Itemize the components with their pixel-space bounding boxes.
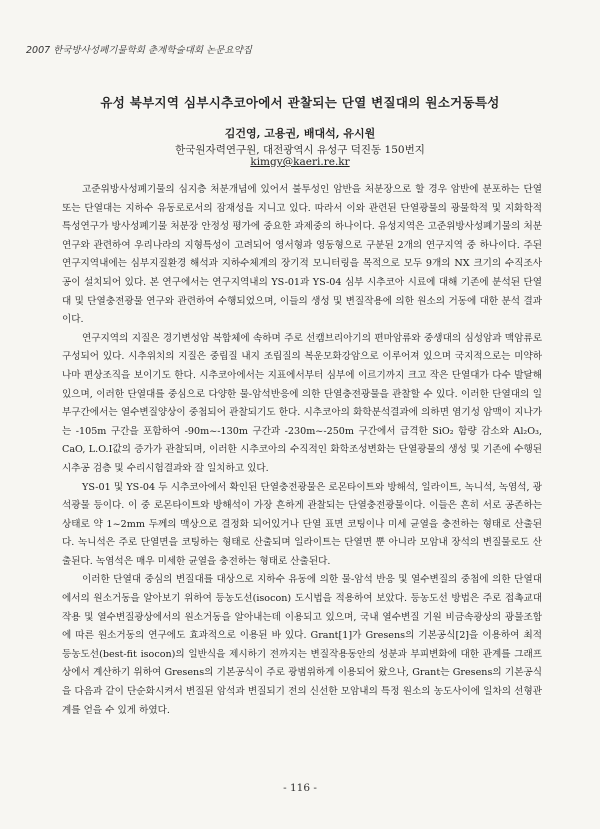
paper-title: 유성 북부지역 심부시추코아에서 관찰되는 단열 변질대의 원소거동특성: [100, 95, 500, 110]
paragraph-4: 이러한 단열대 중심의 변질대를 대상으로 지하수 유동에 의한 물-암석 반응 및 열수변질의 중첩에 의한 단열대에서의 원소거동을 알아보기 위하여 등농도선(isocon) 도시법을 적용하여 보았다. 등농도선 방법은 주로 접촉교대작용 및 열수변질광상에서의 원소거동을 알아내는데 이용되고 있으며, 국내 열수변질 기원 비금속광상의 광물조합에 따른 원소거동의 연구에도 효과적으로 이용된 바 있다. Grant[1]가 Gresens의 기본공식[2]을 이용하여 최적 등농도선(best-fit isocon)의 일반식을 제시하기 전까지는 변질작용동안의 성분과 부피변화에 대한 관계를 그래프상에서 계산하기 위하여 Gresens의 기본공식이 주로 광범위하게 이용되어 왔으나, Grant는 Gresens의 기본공식을 다음과 같이 단순화시켜서 변질된 암석과 변질되기 전의 신선한 모암내의 특정 원소의 농도사이에 일차의 선형관계를 얻을 수 있게 하였다.: [62, 574, 542, 716]
affiliation: 한국원자력연구원, 대전광역시 유성구 덕진동 150번지: [175, 144, 425, 156]
paragraph-2: 연구지역의 지질은 경기변성암 복합체에 속하며 주로 선캠브리아기의 편마암류와 중생대의 심성암과 맥암류로 구성되어 있다. 시추위치의 지질은 중립질 내지 조립질의 복운모화강암으로 이루어져 있으며 국지적으로는 미약하나마 편상조직을 보이기도 한다. 시추코아에서는 지표에서부터 심부에 이르기까지 크고 작은 단열대가 다수 발달해 있으며, 이러한 단열대를 중심으로 다양한 물-암석반응에 의한 단열충전광물을 관찰할 수 있다. 이러한 단열대의 일부구간에서는 열수변질양상이 중첩되어 관찰되기도 한다. 시추코아의 화학분석결과에 의하면 염기성 암맥이 지나가는 -105m 구간을 포함하여 -90m~-130m 구간과 -230m~-250m 구간에서 급격한 SiO₂ 함량 감소와 Al₂O₃, CaO, L.O.I값의 증가가 관찰되며, 이러한 시추코아의 수직적인 화학조성변화는 단열광물의 생성 및 기존에 수행된 시추공 검층 및 수리시험결과와 잘 일치하고 있다.: [62, 332, 542, 474]
author-list: 김건영, 고용권, 배대석, 유시원: [224, 127, 376, 140]
paragraph-1: 고준위방사성폐기물의 심지층 처분개념에 있어서 불투성인 암반을 처분장으로 할 경우 암반에 분포하는 단열 또는 단열대는 지하수 유동로로서의 잠재성을 지니고 있다. 따라서 이와 관련된 단열광물의 광물학적 및 지화학적 특성연구가 방사성폐기물 처분장 안정성 평가에 중요한 과제중의 하나이다. 유성지역은 고준위방사성폐기물의 처분연구와 관련하여 우리나라의 지형특성이 고려되어 영서형과 영동형으로 구분된 2개의 연구지역 중 하나이다. 주된 연구지역내에는 심부지질환경 해석과 지하수체계의 장기적 모니터링을 목적으로 모두 9개의 NX 크기의 수직조사공이 설치되어 있다. 본 연구에서는 연구지역내의 YS-01과 YS-04 심부 시추코아 시료에 대해 기존에 분석된 단열대 및 단열충전광물 연구와 관련하여 수행되었으며, 이들의 생성 및 변질작용에 의한 원소의 거동에 대한 분석 결과이다.: [62, 184, 542, 326]
page-number: - 116 -: [283, 782, 317, 794]
paragraph-3: YS-01 및 YS-04 두 시추코아에서 확인된 단열충전광물은 로몬타이트와 방해석, 일라이트, 녹니석, 녹염석, 광석광물 등이다. 이 중 로몬타이트와 방해석이 가장 흔하게 관찰되는 단열충전광물이다. 이들은 흔히 서로 공존하는 상태로 약 1~2mm 두께의 맥상으로 결정화 되어있거나 단열 표면 코팅이나 미세 균열을 충전하는 형태로 산출된다. 녹니석은 주로 단열면을 코팅하는 형태로 산출되며 일라이트는 단열면 뿐 아니라 모암내 장석의 변질물로도 산출된다. 녹염석은 매우 미세한 균열을 충전하는 형태로 산출된다.: [62, 481, 542, 567]
abstract-body: [62, 181, 542, 720]
proceedings-header: 2007 한국방사성폐기물학회 춘계학술대회 논문요약집: [26, 45, 252, 56]
author-email[interactable]: kimgy@kaeri.re.kr: [250, 156, 350, 168]
